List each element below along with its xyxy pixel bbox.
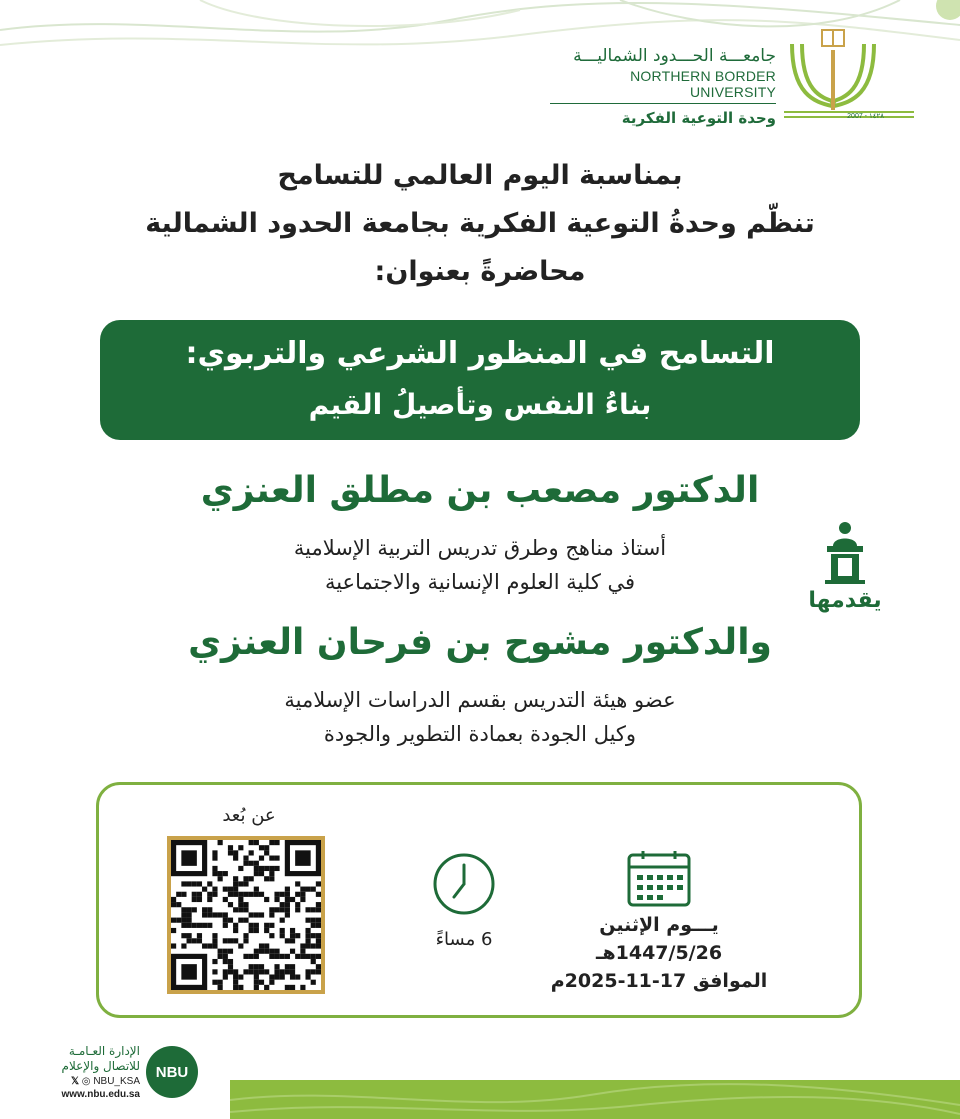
- lecture-title-banner: [100, 320, 860, 440]
- event-details-box: [96, 782, 862, 1018]
- time-column: [389, 851, 539, 950]
- instagram-icon[interactable]: ◎: [81, 1076, 91, 1087]
- social-handle[interactable]: NBU_KSA: [93, 1076, 140, 1087]
- podium-speaker-icon: [808, 520, 882, 584]
- speaker-1-college: في كلية العلوم الإنسانية والاجتماعية: [324, 570, 636, 594]
- footer-pattern-decoration: [230, 1080, 960, 1119]
- presenters-label: يقدمها: [808, 588, 882, 613]
- university-name-english: NORTHERN BORDER UNIVERSITY: [630, 68, 776, 100]
- speaker-2-title: عضو هيئة التدريس بقسم الدراسات الإسلامية: [284, 688, 676, 712]
- speaker-1-title: أستاذ مناهج وطرق تدريس التربية الإسلامية: [293, 536, 667, 560]
- footer-url[interactable]: www.nbu.edu.sa: [61, 1089, 140, 1100]
- lecture-title-line-1: التسامح في المنظور الشرعي والتربوي:: [185, 336, 775, 371]
- date-column: [549, 851, 769, 995]
- unit-name: وحدة التوعية الفكرية: [621, 109, 776, 127]
- university-logo: [544, 24, 914, 127]
- university-name-arabic: جامعـــة الحـــدود الشماليـــة: [573, 46, 776, 66]
- presenters: [808, 520, 882, 630]
- speaker-1-name: الدكتور مصعب بن مطلق العنزي: [200, 470, 760, 511]
- remote-label: عن بُعد: [222, 805, 276, 826]
- footer-department: [22, 1044, 140, 1100]
- footer-green-strip: [230, 1080, 960, 1119]
- intro-line-2: تنظّم وحدةُ التوعية الفكرية بجامعة الحدود الشمالية: [145, 208, 815, 239]
- intro-line-1: بمناسبة اليوم العالمي للتسامح: [277, 160, 683, 191]
- calendar-icon: [627, 851, 691, 907]
- x-icon[interactable]: 𝕏: [70, 1076, 80, 1087]
- event-date-hijri: 1447/5/26هـ: [595, 942, 723, 964]
- footer-dept-line-1: الإدارة العـامـة: [68, 1044, 140, 1058]
- remote-access-column: [167, 805, 331, 994]
- speaker-2-role: وكيل الجودة بعمادة التطوير والجودة: [323, 722, 637, 746]
- speaker-2-name: والدكتور مشوح بن فرحان العنزي: [188, 622, 772, 663]
- lecture-title-line-2: بناءُ النفس وتأصيلُ القيم: [308, 388, 652, 421]
- clock-icon: [431, 851, 497, 917]
- intro-line-3: محاضرةً بعنوان:: [374, 256, 586, 287]
- qr-code[interactable]: [171, 840, 321, 990]
- event-date-gregorian: الموافق 17-11-2025م: [550, 970, 768, 992]
- qr-code-frame[interactable]: [167, 836, 325, 994]
- event-time: 6 مساءً: [435, 929, 493, 950]
- established-year: 2007 - ١٤٢٨: [847, 113, 884, 120]
- divider: [550, 103, 776, 104]
- nbu-logo-badge: NBU: [146, 1046, 198, 1098]
- footer-social[interactable]: [22, 1074, 140, 1089]
- footer-dept-line-2: للاتصال والإعلام: [61, 1059, 140, 1073]
- university-emblem-icon: [784, 24, 914, 124]
- event-day: يـــوم الإثنين: [599, 914, 719, 936]
